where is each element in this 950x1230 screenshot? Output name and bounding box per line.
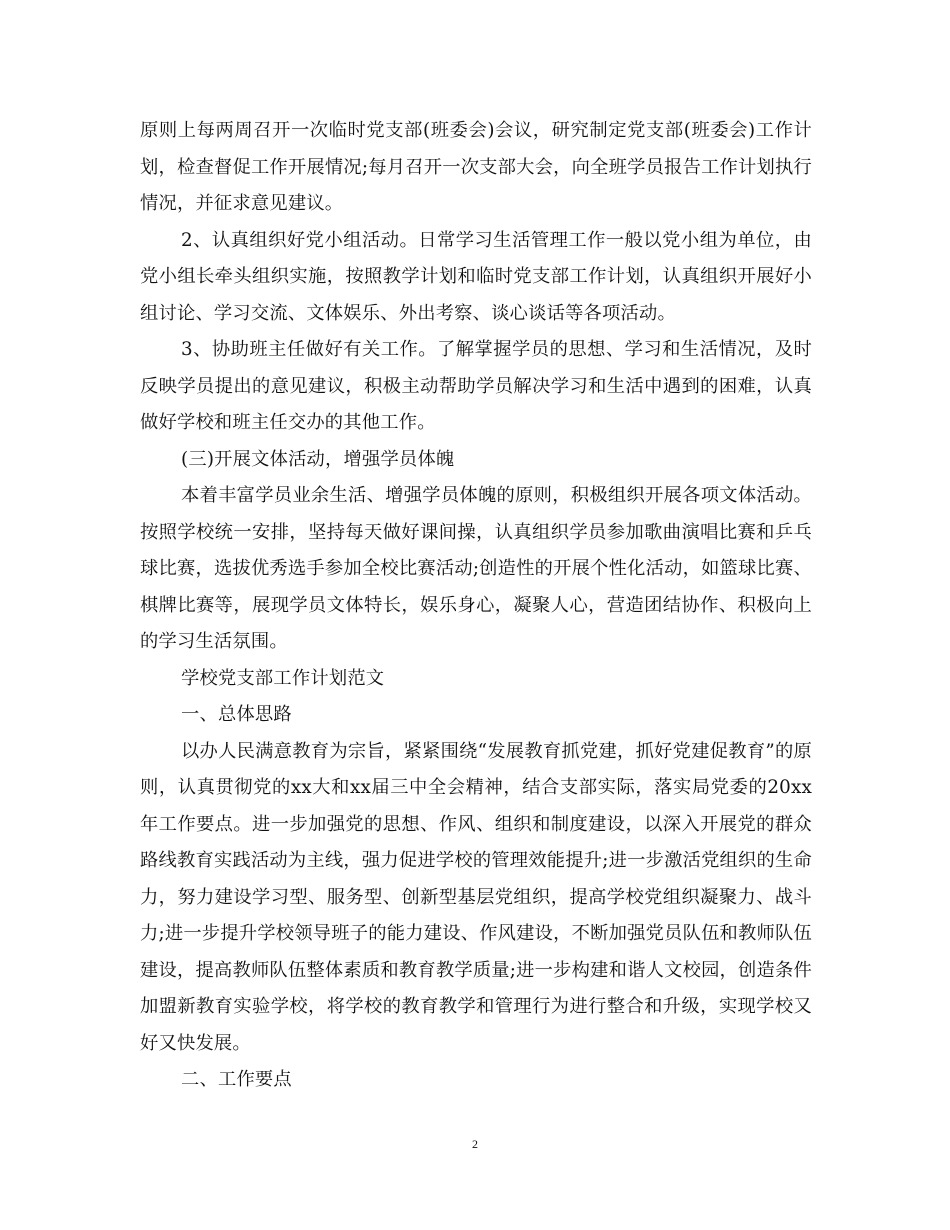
document-body [140, 113, 812, 1099]
paragraph-item-3: 3、协助班主任做好有关工作。了解掌握学员的思想、学习和生活情况，及时反映学员提出的意见建议，积极主动帮助学员解决学习和生活中遇到的困难，认真做好学校和班主任交办的其他工作。 [140, 339, 812, 433]
section-heading-3: (三)开展文体活动，增强学员体魄 [181, 448, 455, 470]
paragraph-continuation: 原则上每两周召开一次临时党支部(班委会)会议，研究制定党支部(班委会)工作计划，检查督促工作开展情况;每月召开一次支部大会，向全班学员报告工作计划执行情况，并征求意见建议。 [140, 120, 812, 214]
paragraph-activities: 本着丰富学员业余生活、增强学员体魄的原则，积极组织开展各项文体活动。按照学校统一安排，坚持每天做好课间操，认真组织学员参加歌曲演唱比赛和乒乓球比赛，选拔优秀选手参加全校比赛活动;创造性的开展个性化活动，如篮球比赛、棋牌比赛等，展现学员文体特长，娱乐身心，凝聚人心，营造团结协作、积极向上的学习生活氛围。 [140, 485, 812, 652]
section-heading-2: 二、工作要点 [181, 1069, 292, 1090]
section-heading-1: 一、总体思路 [181, 704, 292, 725]
page-number: 2 [472, 1137, 478, 1151]
paragraph-overall-approach: 以办人民满意教育为宗旨，紧紧围绕“发展教育抓党建，抓好党建促教育”的原则，认真贯彻党的xx大和xx届三中全会精神，结合支部实际，落实局党委的20xx年工作要点。进一步加强党的思想、作风、组织和制度建设，以深入开展党的群众路线教育实践活动为主线，强力促进学校的管理效能提升;进一步激活党组织的生命力，努力建设学习型、服务型、创新型基层党组织，提高学校党组织凝聚力、战斗力;进一步提升学校领导班子的能力建设、作风建设，不断加强党员队伍和教师队伍建设，提高教师队伍整体素质和教育教学质量;进一步构建和谐人文校园，创造条件加盟新教育实验学校，将学校的教育教学和管理行为进行整合和升级，实现学校又好又快发展。 [140, 740, 812, 1054]
document-subtitle: 学校党支部工作计划范文 [181, 667, 385, 689]
paragraph-item-2: 2、认真组织好党小组活动。日常学习生活管理工作一般以党小组为单位，由党小组长牵头组织实施，按照教学计划和临时党支部工作计划，认真组织开展好小组讨论、学习交流、文体娱乐、外出考察、谈心谈话等各项活动。 [140, 229, 812, 324]
